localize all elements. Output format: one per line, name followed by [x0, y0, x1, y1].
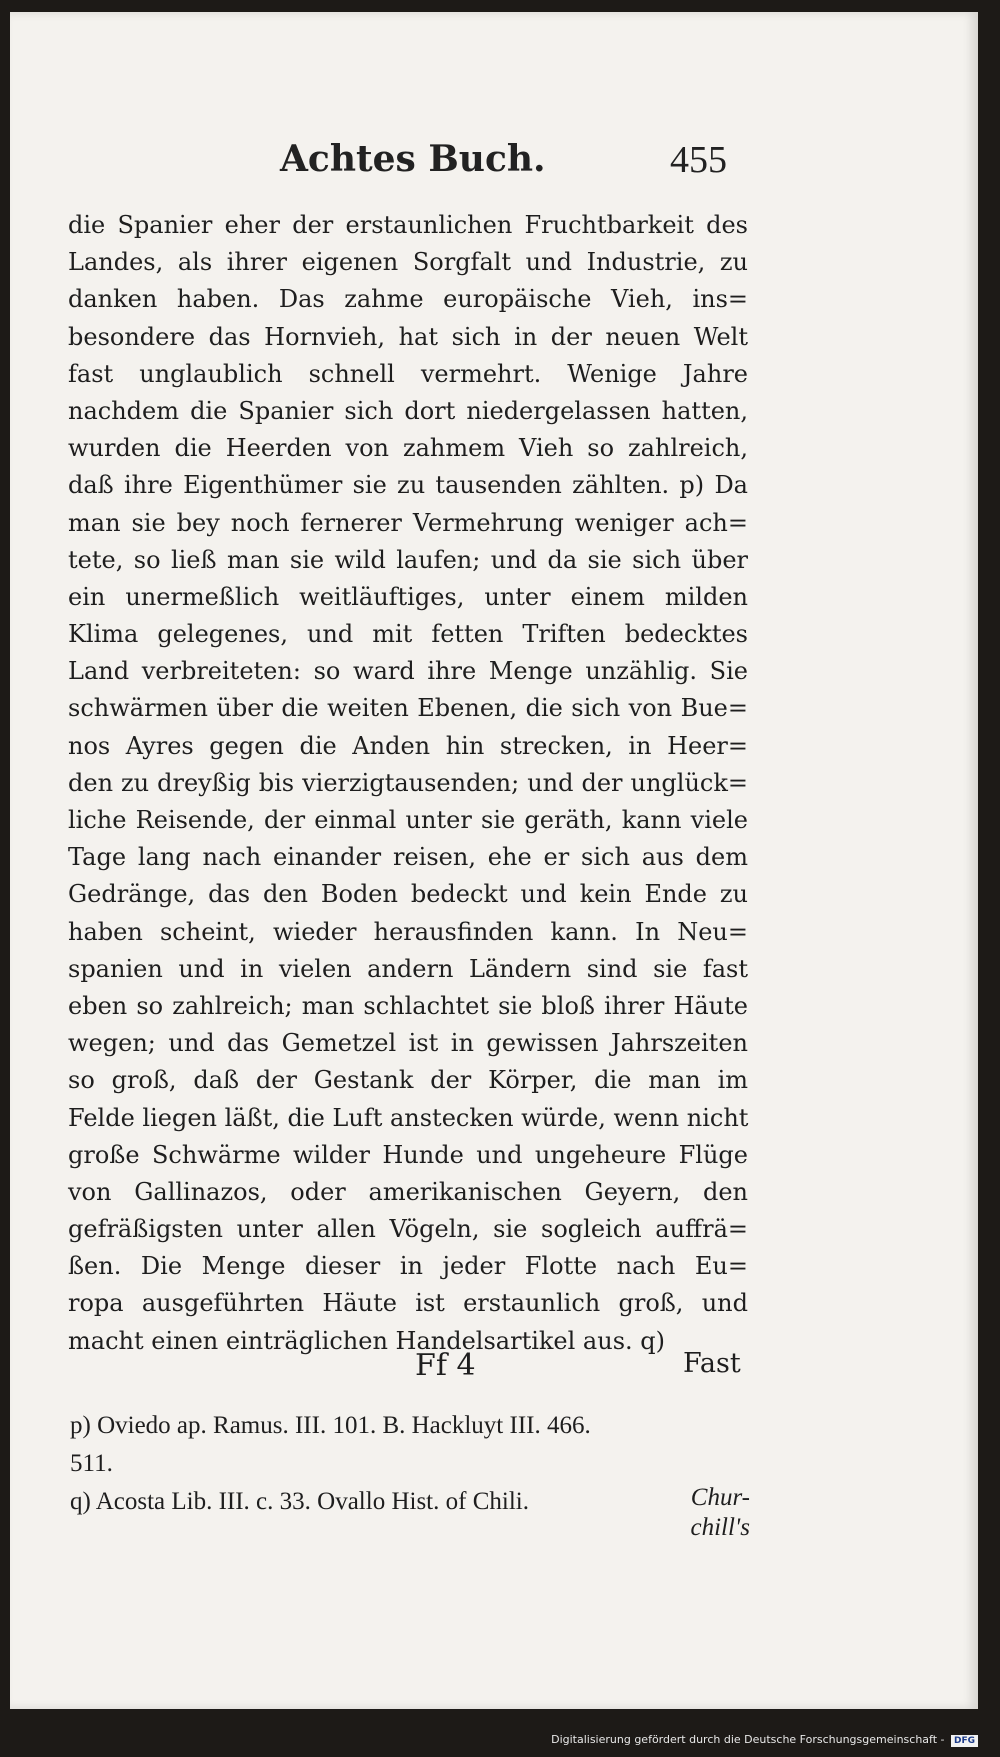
- text-line: ein unermeßlich weitläuftiges, unter einem milden: [68, 582, 748, 611]
- text-line: ßen. Die Menge dieser in jeder Flotte nach Eu=: [68, 1252, 748, 1281]
- text-line: Land verbreiteten: so ward ihre Menge unzählig. Sie: [68, 657, 748, 686]
- text-line: daß ihre Eigenthümer sie zu tausenden zählten. p) Da: [68, 471, 748, 500]
- footnote-q-right: [690, 1483, 750, 1543]
- text-line: so groß, daß der Gestank der Körper, die man im: [68, 1066, 748, 1095]
- text-line: von Gallinazos, oder amerikanischen Geyern, den: [68, 1177, 748, 1206]
- text-line: tete, so ließ man sie wild laufen; und da sie sich über: [68, 545, 748, 574]
- text-line: macht einen einträglichen Handelsartikel aus. q): [68, 1326, 665, 1355]
- text-line: Gedränge, das den Boden bedeckt und kein Ende zu: [68, 880, 748, 909]
- footer-credit: [551, 1733, 978, 1747]
- text-line: Tage lang nach einander reisen, ehe er sich aus dem: [68, 843, 748, 872]
- footnote-p: p) Oviedo ap. Ramus. III. 101. B. Hackluyt III. 466.: [70, 1412, 591, 1439]
- footer-bar: [0, 1717, 1000, 1757]
- text-line: danken haben. Das zahme europäische Vieh, ins=: [68, 285, 748, 314]
- text-line: eben so zahlreich; man schlachtet sie bloß ihrer Häute: [68, 991, 748, 1020]
- catchword: Fast: [683, 1348, 741, 1379]
- text-line: große Schwärme wilder Hunde und ungeheure Flüge: [68, 1140, 748, 1169]
- page-header: [10, 138, 978, 188]
- text-line: nos Ayres gegen die Anden hin strecken, in Heer=: [68, 731, 748, 760]
- text-line: besondere das Hornvieh, hat sich in der neuen Welt: [68, 322, 748, 351]
- text-line: nachdem die Spanier sich dort niedergelassen hatten,: [68, 396, 748, 425]
- signature-mark: Ff 4: [415, 1348, 476, 1383]
- text-line: haben scheint, wieder herausfinden kann. In Neu=: [68, 917, 748, 946]
- text-line: den zu dreyßig bis vierzigtausenden; und der unglück=: [68, 768, 748, 797]
- text-line: fast unglaublich schnell vermehrt. Wenige Jahre: [68, 359, 748, 388]
- book-page: [10, 12, 978, 1709]
- text-line: ropa ausgeführten Häute ist erstaunlich groß, und: [68, 1289, 748, 1318]
- text-line: spanien und in vielen andern Ländern sind sie fast: [68, 954, 748, 983]
- body-text: [68, 207, 748, 1360]
- text-line: wegen; und das Gemetzel ist in gewissen Jahrszeiten: [68, 1029, 748, 1058]
- running-title: Achtes Buch.: [280, 138, 546, 180]
- text-line: gefräßigsten unter allen Vögeln, sie sogleich auffrä=: [68, 1215, 748, 1244]
- text-line: Felde liegen läßt, die Luft anstecken würde, wenn nicht: [68, 1103, 749, 1132]
- footnote-p-continuation: 511.: [70, 1450, 113, 1477]
- footnote-q-right-2: chill's: [690, 1514, 750, 1541]
- text-line: die Spanier eher der erstaunlichen Fruchtbarkeit des: [68, 211, 748, 239]
- page-number: 455: [670, 139, 727, 181]
- footnotes: [70, 1407, 750, 1541]
- footer-credit-text: Digitalisierung gefördert durch die Deutsche Forschungsgemeinschaft -: [551, 1733, 945, 1746]
- text-line: liche Reisende, der einmal unter sie geräth, kann viele: [68, 806, 748, 834]
- text-line: Klima gelegenes, und mit fetten Triften bedecktes: [68, 620, 748, 649]
- text-line: schwärmen über die weiten Ebenen, die sich von Bue=: [68, 694, 748, 723]
- text-line: Landes, als ihrer eigenen Sorgfalt und Industrie, zu: [68, 248, 748, 277]
- footnote-q-text: q) Acosta Lib. III. c. 33. Ovallo Hist. of Chili.: [70, 1488, 529, 1515]
- page-bottom: [10, 1348, 978, 1392]
- text-line: man sie bey noch fernerer Vermehrung weniger ach=: [68, 508, 748, 537]
- text-line: wurden die Heerden von zahmem Vieh so zahlreich,: [68, 434, 748, 463]
- footnote-q: [70, 1483, 750, 1541]
- footnote-q-right-1: Chur-: [690, 1484, 750, 1511]
- dfg-logo: DFG: [951, 1735, 978, 1747]
